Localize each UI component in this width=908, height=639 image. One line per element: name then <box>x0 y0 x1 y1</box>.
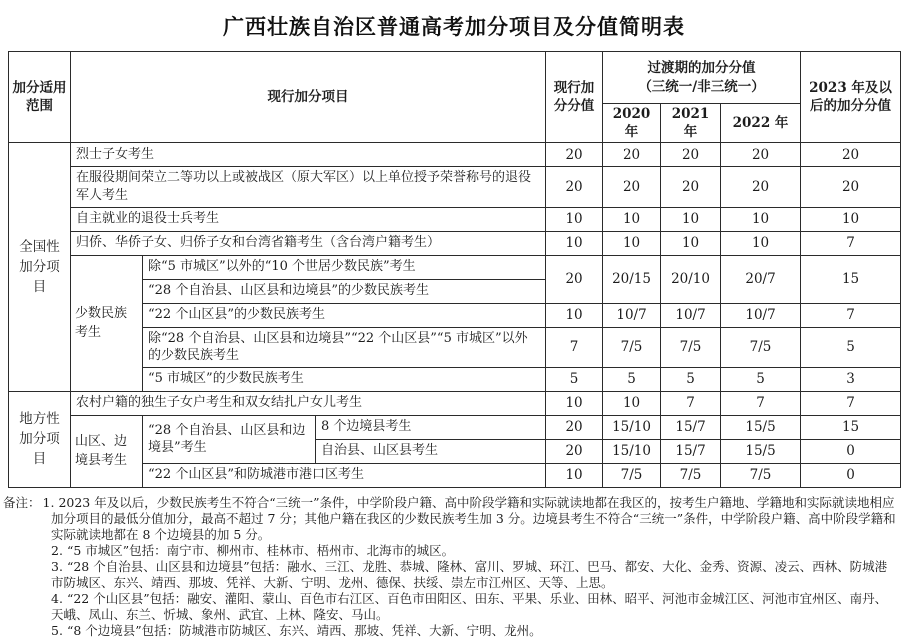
item-cell: 自主就业的退役士兵考生 <box>71 207 546 231</box>
note-item <box>3 591 897 623</box>
value-cell: 20 <box>661 167 721 207</box>
value-cell: 7/5 <box>661 463 721 487</box>
table-row <box>9 391 901 415</box>
scope-national: 全国性加分项目 <box>9 143 71 391</box>
value-cell: 10 <box>661 231 721 255</box>
value-cell: 15/7 <box>661 439 721 463</box>
header-transition-line2: （三统一/非三统一） <box>638 78 765 95</box>
header-project: 现行加分项目 <box>71 52 546 143</box>
value-cell: 7/5 <box>603 327 661 367</box>
group-minority: 少数民族考生 <box>71 255 143 391</box>
value-cell: 7/5 <box>721 463 801 487</box>
header-transition-line1: 过渡期的加分分值 <box>647 60 756 77</box>
item-cell: “28 个自治县、山区县和边境县”的少数民族考生 <box>143 279 546 303</box>
item-cell: 除“28 个自治县、山区县和边境县”“22 个山区县”“5 市城区”以外的少数民族考生 <box>143 327 546 367</box>
value-cell: 20/10 <box>661 255 721 303</box>
value-cell: 10 <box>546 231 603 255</box>
table-row <box>9 415 901 439</box>
note-text: “28 个自治县、山区县和边境县”包括：融水、三江、龙胜、恭城、隆林、富川、罗城、环江、巴马、都安、大化、金秀、资源、凌云、西林、防城港市防城区、东兴、靖西、那坡、凭祥、大新、宁明、龙州、德保、扶绥、崇左市江州区、天等、上思。 <box>51 558 888 590</box>
value-cell: 10 <box>603 207 661 231</box>
note-text: 2023 年及以后，少数民族考生不符合“三统一”条件，中学阶段户籍、高中阶段学籍和实际就读地都在我区的，按考生户籍地、学籍地和实际就读地相应加分项目的最低分值加分，最高不超过 7 分；其他户籍在我区的少数民族考生加 3 分。边境县考生不符合“三统一”条件，中学阶段户籍、高中阶段学籍和实际就读地都在 8 个边境县的加 5 分。 <box>51 494 896 542</box>
value-cell: 20 <box>546 255 603 303</box>
value-cell: 10/7 <box>721 303 801 327</box>
table-row <box>9 167 901 207</box>
note-text: “22 个山区县”包括：融安、灌阳、蒙山、百色市右江区、百色市田阳区、田东、平果、乐业、田林、昭平、河池市金城江区、河池市宜州区、南丹、天峨、凤山、东兰、忻城、象州、武宜、上林、隆安、马山。 <box>51 590 888 622</box>
item-cell: 8 个边境县考生 <box>316 415 546 439</box>
table-header-row-1 <box>9 52 901 104</box>
header-after-2023: 2023 年及以后的加分分值 <box>801 52 901 143</box>
item-cell: 烈士子女考生 <box>71 143 546 167</box>
note-number: 4. <box>51 590 63 606</box>
table-row <box>9 207 901 231</box>
value-cell: 7 <box>661 391 721 415</box>
header-scope: 加分适用范围 <box>9 52 71 143</box>
value-cell: 0 <box>801 463 901 487</box>
value-cell: 20/7 <box>721 255 801 303</box>
value-cell: 7/5 <box>661 327 721 367</box>
value-cell: 20 <box>661 143 721 167</box>
scope-local: 地方性加分项目 <box>9 391 71 487</box>
value-cell: 20 <box>546 439 603 463</box>
table-row <box>9 463 901 487</box>
value-cell: 5 <box>603 367 661 391</box>
value-cell: 15/5 <box>721 415 801 439</box>
value-cell: 10 <box>801 207 901 231</box>
note-item <box>3 495 897 543</box>
item-cell: 除“5 市城区”以外的“10 个世居少数民族”考生 <box>143 255 546 279</box>
note-number: 2. <box>51 542 63 558</box>
value-cell: 20 <box>721 167 801 207</box>
item-cell: “22 个山区县”和防城港市港口区考生 <box>143 463 546 487</box>
item-cell: 农村户籍的独生子女户考生和双女结扎户女儿考生 <box>71 391 546 415</box>
group-28county: “28 个自治县、山区县和边境县”考生 <box>143 415 316 463</box>
value-cell: 5 <box>546 367 603 391</box>
value-cell: 20 <box>721 143 801 167</box>
value-cell: 10 <box>721 231 801 255</box>
value-cell: 7 <box>721 391 801 415</box>
value-cell: 15 <box>801 255 901 303</box>
item-cell: 在服役期间荣立二等功以上或被战区（原大军区）以上单位授予荣誉称号的退役军人考生 <box>71 167 546 207</box>
item-cell: 自治县、山区县考生 <box>316 439 546 463</box>
value-cell: 7 <box>801 231 901 255</box>
value-cell: 20/15 <box>603 255 661 303</box>
page-title: 广西壮族自治区普通高考加分项目及分值简明表 <box>223 14 685 39</box>
header-year-2022: 2022 年 <box>721 104 801 143</box>
note-text: “8 个边境县”包括：防城港市防城区、东兴、靖西、那坡、凭祥、大新、宁明、龙州。 <box>66 622 542 638</box>
value-cell: 15/10 <box>603 415 661 439</box>
value-cell: 10 <box>546 391 603 415</box>
notes-block <box>3 495 897 639</box>
item-cell: 归侨、华侨子女、归侨子女和台湾省籍考生（含台湾户籍考生） <box>71 231 546 255</box>
note-item <box>3 559 897 591</box>
value-cell: 10 <box>661 207 721 231</box>
value-cell: 7 <box>546 327 603 367</box>
header-current-value: 现行加分分值 <box>546 52 603 143</box>
item-cell: “22 个山区县”的少数民族考生 <box>143 303 546 327</box>
value-cell: 20 <box>603 143 661 167</box>
header-year-2021: 2021 年 <box>661 104 721 143</box>
table-row <box>9 255 901 279</box>
value-cell: 7 <box>801 303 901 327</box>
value-cell: 10 <box>546 207 603 231</box>
value-cell: 10/7 <box>603 303 661 327</box>
value-cell: 10 <box>546 303 603 327</box>
value-cell: 10/7 <box>661 303 721 327</box>
note-number: 1. <box>42 494 55 510</box>
notes-label: 备注： <box>3 494 41 510</box>
value-cell: 15/10 <box>603 439 661 463</box>
table-row <box>9 303 901 327</box>
value-cell: 10 <box>603 231 661 255</box>
note-item <box>3 623 897 639</box>
table-row <box>9 367 901 391</box>
value-cell: 5 <box>801 327 901 367</box>
value-cell: 20 <box>546 415 603 439</box>
value-cell: 3 <box>801 367 901 391</box>
table-row <box>9 231 901 255</box>
table-row <box>9 327 901 367</box>
item-cell: “5 市城区”的少数民族考生 <box>143 367 546 391</box>
value-cell: 20 <box>801 143 901 167</box>
value-cell: 7/5 <box>603 463 661 487</box>
value-cell: 15/7 <box>661 415 721 439</box>
value-cell: 15 <box>801 415 901 439</box>
value-cell: 15/5 <box>721 439 801 463</box>
header-transition <box>603 52 801 104</box>
note-text: “5 市城区”包括：南宁市、柳州市、桂林市、梧州市、北海市的城区。 <box>66 542 455 558</box>
value-cell: 20 <box>546 143 603 167</box>
value-cell: 10 <box>546 463 603 487</box>
value-cell: 20 <box>801 167 901 207</box>
value-cell: 7 <box>801 391 901 415</box>
table-row <box>9 143 901 167</box>
value-cell: 10 <box>603 391 661 415</box>
note-number: 3. <box>51 558 63 574</box>
value-cell: 5 <box>721 367 801 391</box>
value-cell: 7/5 <box>721 327 801 367</box>
note-number: 5. <box>51 622 63 638</box>
header-year-2020: 2020 年 <box>603 104 661 143</box>
value-cell: 20 <box>603 167 661 207</box>
value-cell: 20 <box>546 167 603 207</box>
bonus-points-table <box>8 51 901 488</box>
value-cell: 10 <box>721 207 801 231</box>
value-cell: 5 <box>661 367 721 391</box>
note-item <box>3 543 897 559</box>
value-cell: 0 <box>801 439 901 463</box>
group-mountain-border: 山区、边境县考生 <box>71 415 143 487</box>
